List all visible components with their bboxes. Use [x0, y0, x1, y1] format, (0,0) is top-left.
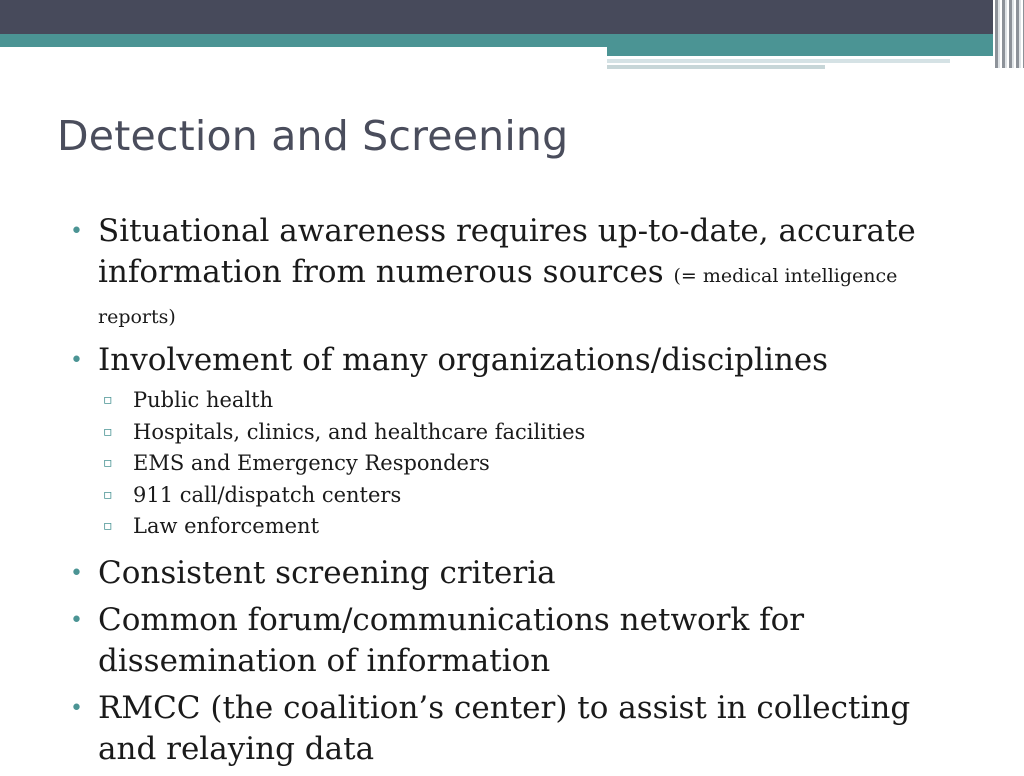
square-bullet-icon: ▫ — [103, 392, 113, 408]
sub-bullet-item — [98, 385, 950, 417]
square-bullet-icon: ▫ — [103, 423, 113, 440]
sub-bullet-text: Law enforcement — [133, 514, 320, 538]
sub-bullet-text: 911 call/dispatch centers — [133, 482, 402, 507]
bullet-text: Involvement of many organizations/disciplines — [98, 342, 829, 378]
sub-bullet-text: EMS and Emergency Responders — [133, 451, 490, 475]
bullet-text: Consistent screening criteria — [98, 554, 556, 591]
header-bar-dark — [0, 0, 1024, 34]
square-bullet-icon: ▫ — [103, 455, 113, 471]
sub-bullet-list — [98, 385, 950, 543]
header-accent-teal — [607, 46, 1024, 56]
bullet-item — [70, 211, 950, 334]
bullet-dot-icon: • — [70, 219, 83, 244]
sub-bullet-text: Public health — [133, 388, 274, 412]
square-bullet-icon: ▫ — [103, 486, 113, 503]
sub-bullet-item — [98, 417, 950, 449]
sub-bullet-item — [98, 448, 950, 480]
sub-bullet-item — [98, 511, 950, 543]
bullet-dot-icon: • — [70, 607, 83, 633]
bullet-item — [70, 688, 950, 770]
bullet-item — [70, 553, 950, 594]
header-stripes — [993, 0, 1024, 68]
header-accent-line — [607, 59, 950, 63]
bullet-dot-icon: • — [70, 348, 83, 373]
bullet-list — [70, 211, 950, 776]
square-bullet-icon: ▫ — [103, 518, 113, 534]
bullet-text: Common forum/communications network for dissemination of information — [98, 601, 805, 679]
slide-title: Detection and Screening — [57, 112, 569, 160]
sub-bullet-item — [98, 480, 950, 512]
header-accent-line — [607, 65, 825, 69]
bullet-dot-icon: • — [70, 560, 83, 586]
sub-bullet-text: Hospitals, clinics, and healthcare facilities — [133, 419, 586, 444]
bullet-item — [70, 340, 950, 543]
bullet-text: RMCC (the coalition’s center) to assist in collecting and relaying data — [98, 689, 911, 767]
bullet-dot-icon: • — [70, 695, 83, 721]
bullet-note: (= medical intelligence reports) — [98, 265, 898, 328]
bullet-text: Situational awareness requires up-to-date, accurate information from numerous sources — [98, 213, 916, 290]
bullet-item — [70, 600, 950, 682]
